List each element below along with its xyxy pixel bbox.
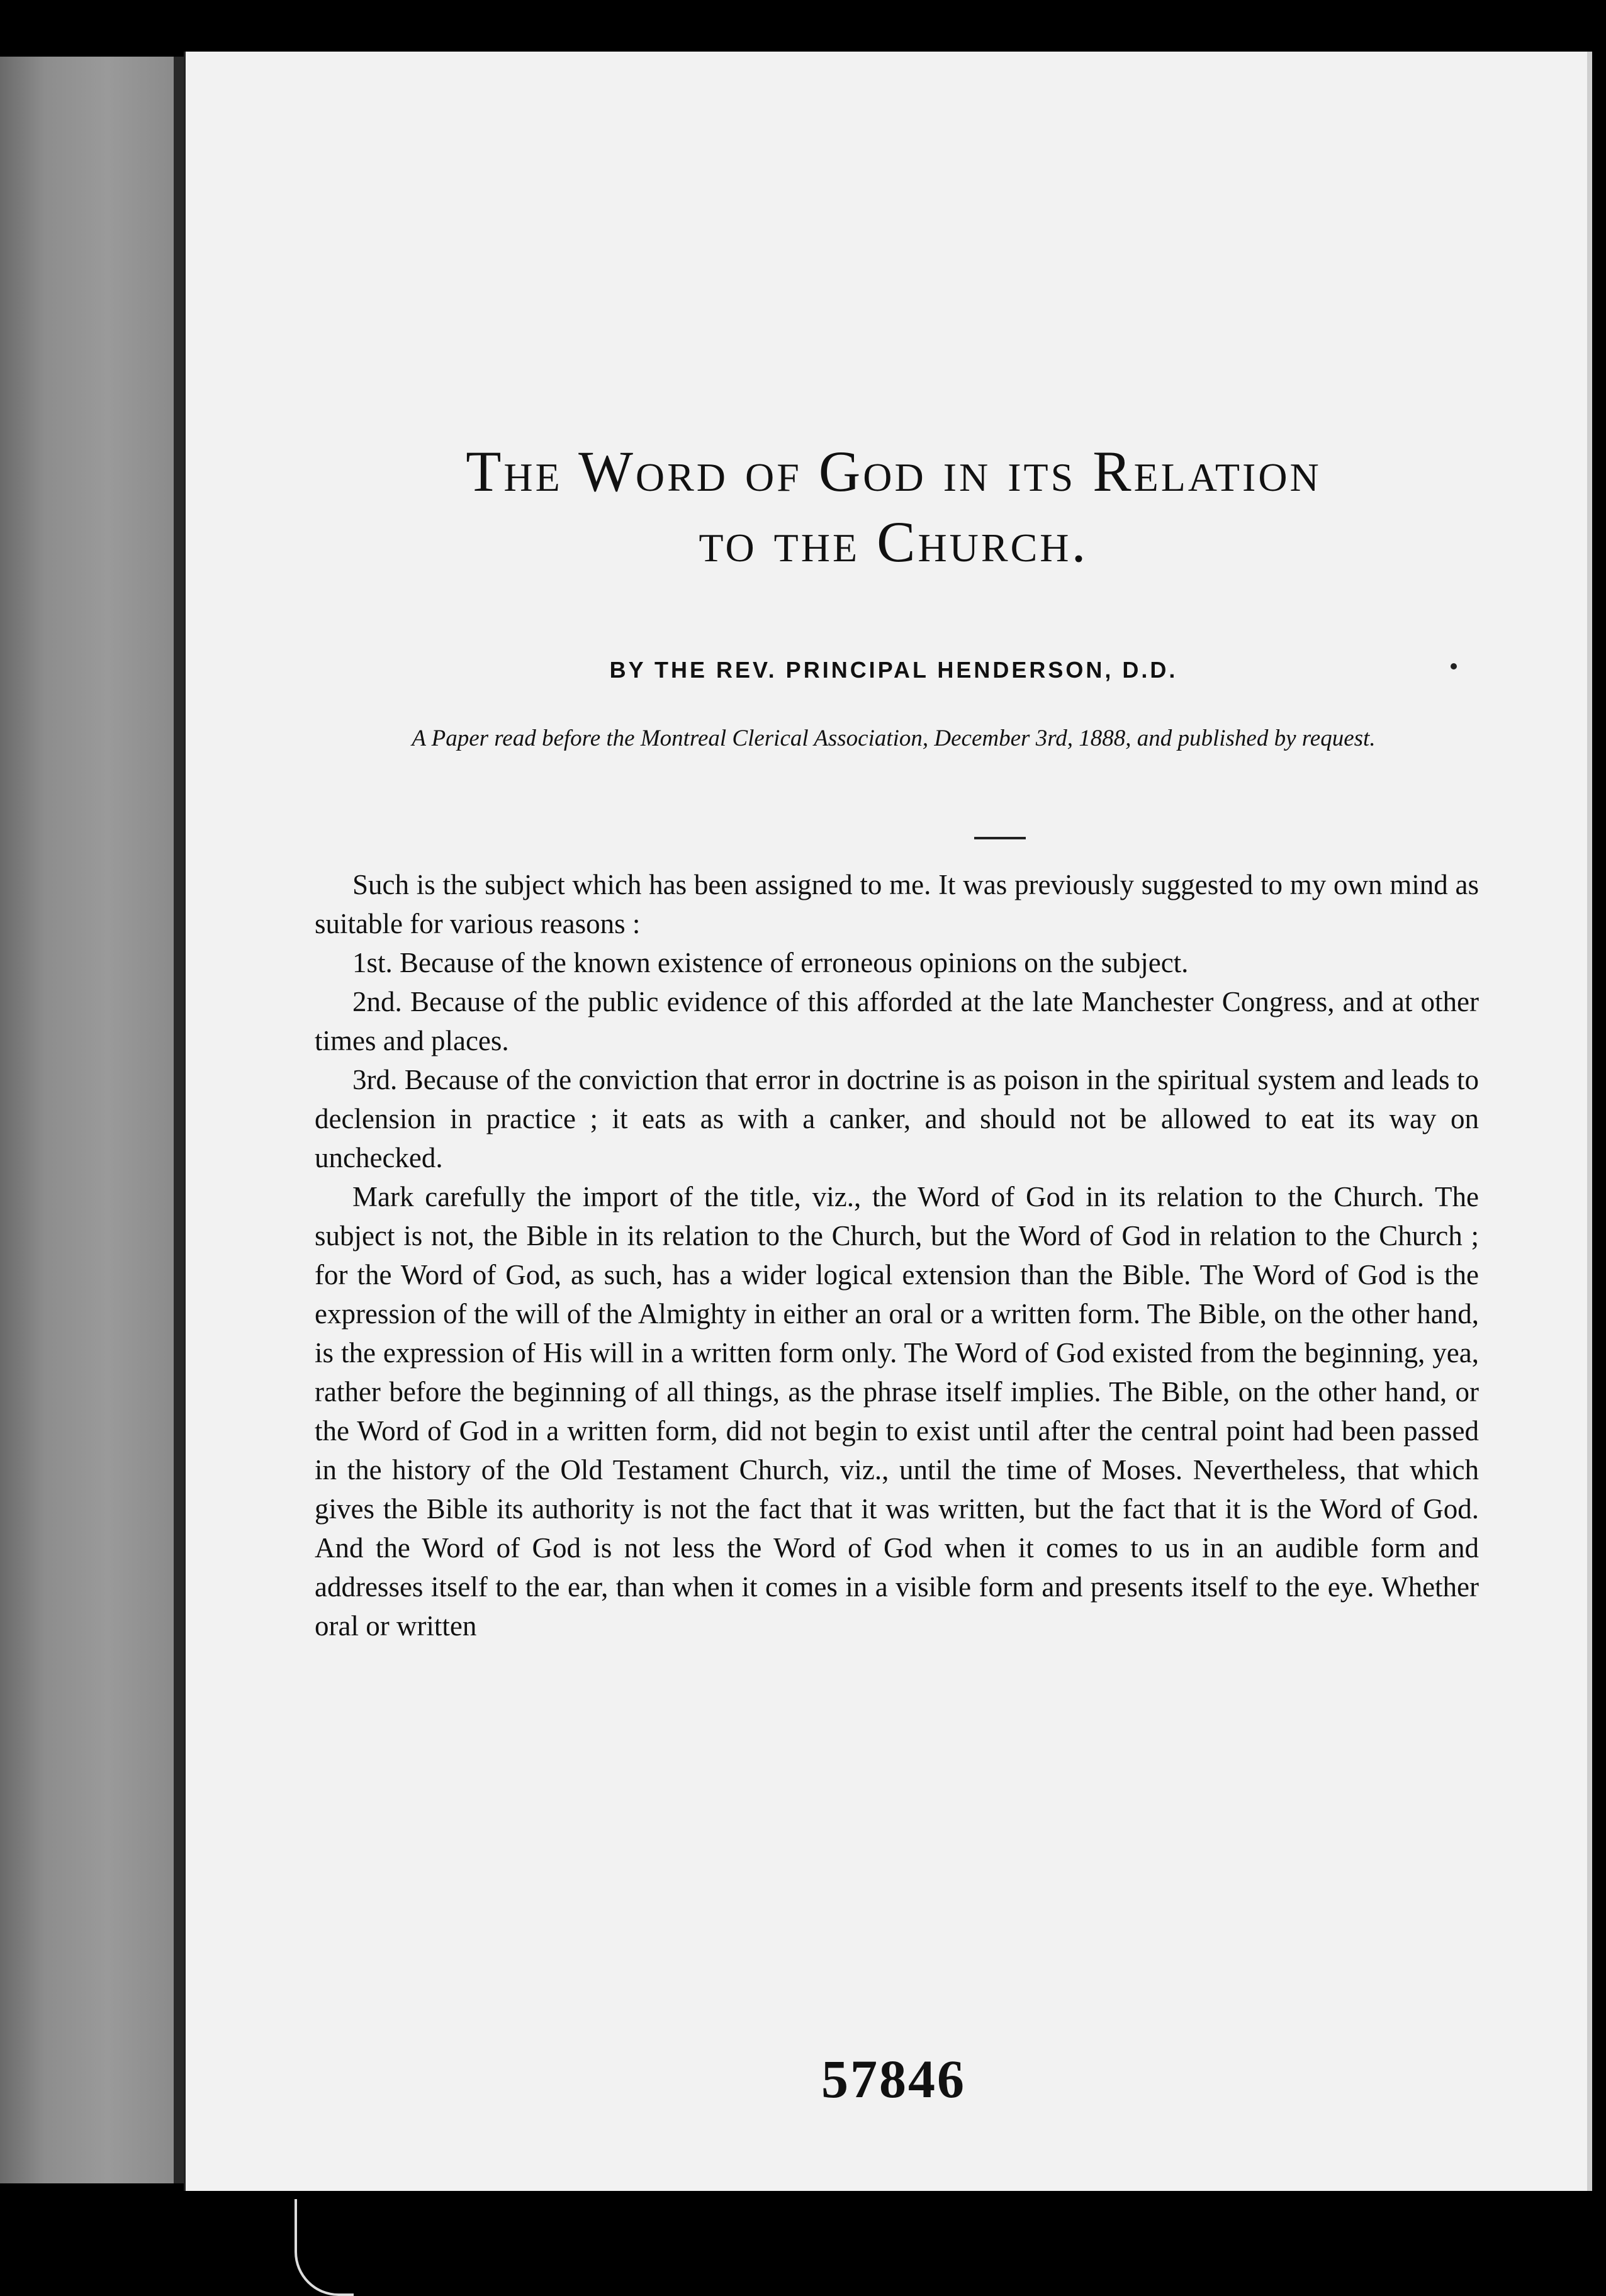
page-edge	[1587, 52, 1592, 2191]
spine-edge	[174, 57, 184, 2183]
paragraph-3: 2nd. Because of the public evidence of this afforded at the late Manchester Congress, and at other times and places.	[315, 986, 1479, 1056]
book-spine	[0, 57, 179, 2183]
byline: BY THE REV. PRINCIPAL HENDERSON, D.D.	[609, 657, 1178, 683]
paragraph-4: 3rd. Because of the conviction that error in doctrine is as poison in the spiritual system and leads to declension in practice ; it eats as with a canker, and should not be allowed to eat its way on unchecked.	[315, 1064, 1479, 1173]
catalog-number: 57846	[821, 2049, 966, 2109]
section-rule	[974, 837, 1026, 839]
subtitle: A Paper read before the Montreal Clerical Association, December 3rd, 1888, and published by request.	[412, 725, 1376, 751]
body-text	[315, 865, 1479, 1645]
paragraph-1: Such is the subject which has been assigned to me. It was previously suggested to my own mind as suitable for various reasons :	[315, 869, 1479, 939]
paragraph-2: 1st. Because of the known existence of erroneous opinions on the subject.	[352, 947, 1189, 978]
document-page	[184, 52, 1592, 2191]
page-curl-mark	[295, 2199, 354, 2296]
title-line-2: to the Church.	[699, 510, 1089, 574]
title-line-1: The Word of God in its Relation	[466, 439, 1322, 503]
paragraph-5: Mark carefully the import of the title, viz., the Word of God in its relation to the Church. The subject is not, the Bible in its relation to the Church, but the Word of God in relation to the Church ; for the Word of God, as such, has a wider logical extension than the Bible. The Word of God is the expression of the will of the Almighty in either an oral or a written form. The Bible, on the other hand, is the expression of His will in a written form only. The Word of God existed from the beginning, yea, rather before the beginning of all things, as the phrase itself implies. The Bible, on the other hand, or the Word of God in a written form, did not begin to exist until after the central point had been passed in the history of the Old Testament Church, viz., until the time of Moses. Nevertheless, that which gives the Bible its authority is not the fact that it was written, but the fact that it is the Word of God. And the Word of God is not less the Word of God when it comes to us in an audible form and addresses itself to the ear, than when it comes in a visible form and presents itself to the eye. Whether oral or written	[315, 1181, 1479, 1642]
stray-dot	[1451, 663, 1457, 669]
